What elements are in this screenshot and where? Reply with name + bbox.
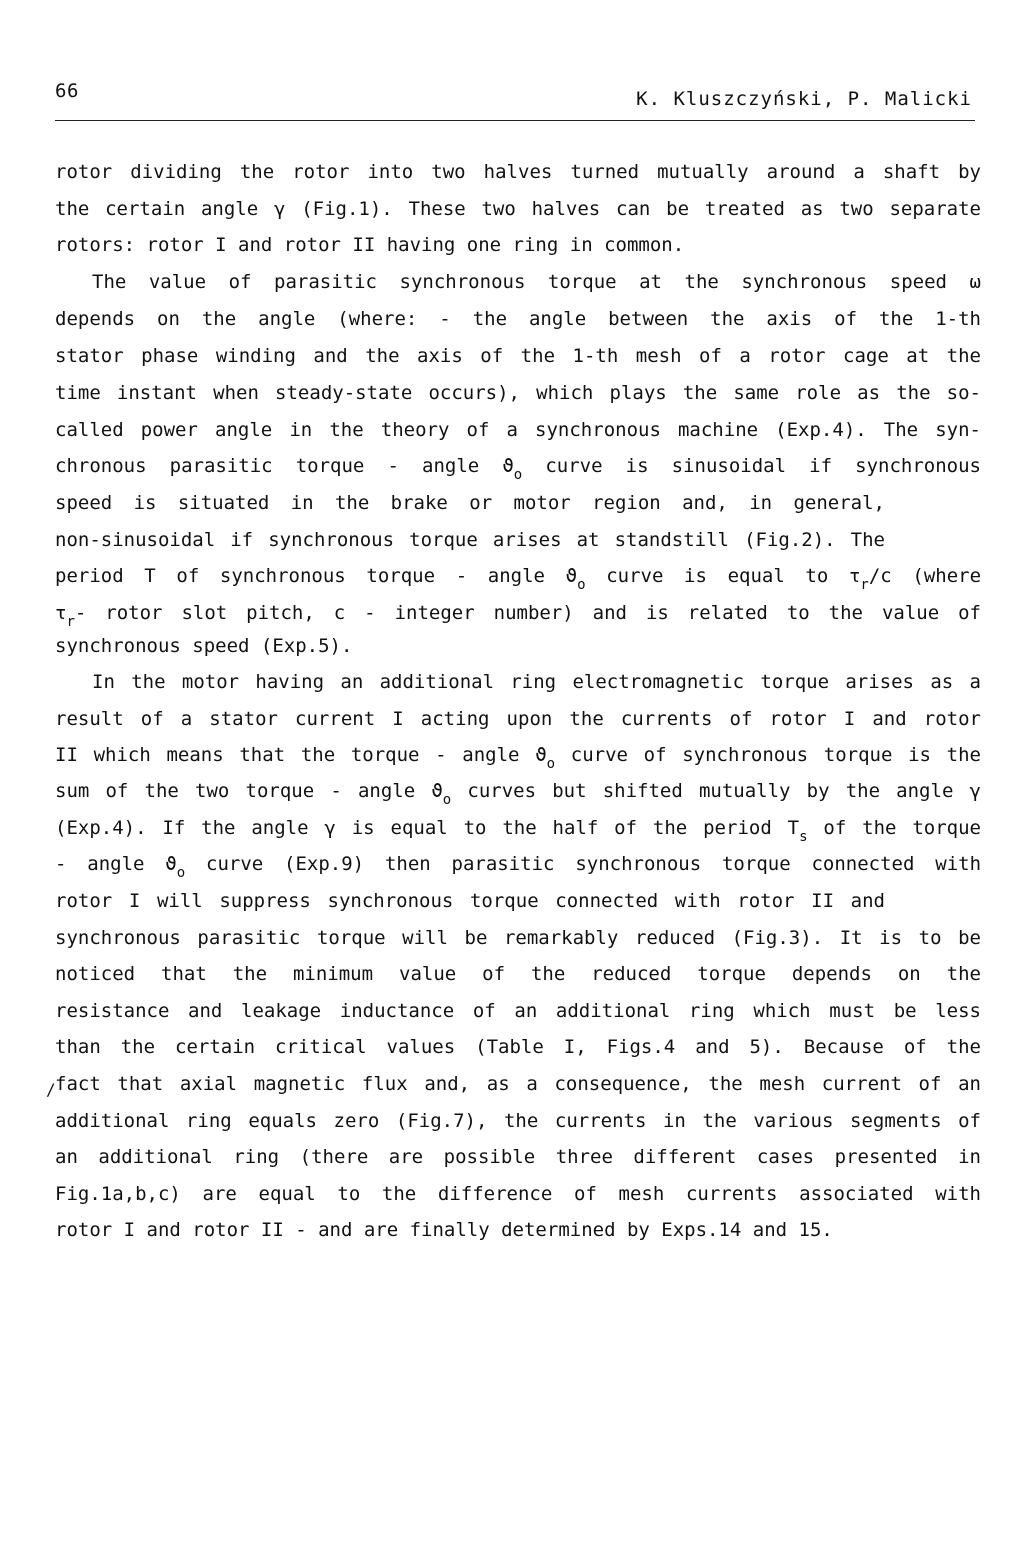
text-line: synchronous speed (Exp.5). [55,635,353,657]
header-rule [55,120,975,121]
text-line: synchronous parasitic torque will be remarkably reduced (Fig.3). It is to be [55,927,981,949]
text-line: - angle $ϑ_o$ curve (Exp.9) then parasitic synchronous torque connected with [55,853,982,881]
text-line: In the motor having an additional ring electromagnetic torque arises as a [92,671,981,693]
text-line: (Exp.4). If the angle γ is equal to the half of the period $T_s$ of the torque [55,817,981,845]
text-line: than the certain critical values (Table I, Figs.4 and 5). Because of the [55,1036,981,1058]
text-line: $\tau_r-$ rotor slot pitch, c - integer number) and is related to the value of [55,602,981,630]
text-line: speed is situated in the brake or motor region and, in general, [55,492,885,514]
text-line: time instant when steady-state occurs), which plays the same role as the so- [55,382,981,404]
running-head: K. Kluszczyński, P. Malicki [636,88,972,110]
text-line: period T of synchronous torque - angle $ϑ_o$ curve is equal to $\tau_r/c$ (where [55,565,982,593]
text-line: additional ring equals zero (Fig.7), the currents in the various segments of [55,1110,981,1132]
text-line: called power angle in the theory of a synchronous machine (Exp.4). The syn- [55,419,981,441]
text-line: depends on the angle (where: - the angle between the axis of the 1-th [55,308,981,330]
stray-mark: / [46,1080,56,1099]
text-line: II which means that the torque - angle $ϑ_o$ curve of synchronous torque is the [55,744,981,772]
text-line: stator phase winding and the axis of the 1-th mesh of a rotor cage at the [55,345,981,367]
text-line: an additional ring (there are possible three different cases presented in [55,1146,981,1168]
text-line: Fig.1a,b,c) are equal to the difference of mesh currents associated with [55,1183,981,1205]
text-line: fact that axial magnetic flux and, as a consequence, the mesh current of an [55,1073,981,1095]
text-line: resistance and leakage inductance of an additional ring which must be less [55,1000,981,1022]
text-line: result of a stator current I acting upon the currents of rotor I and rotor [55,708,981,730]
text-line: the certain angle γ (Fig.1). These two halves can be treated as two separate [55,198,981,220]
text-line: rotor dividing the rotor into two halves turned mutually around a shaft by [55,161,981,183]
text-line: chronous parasitic torque - angle $ϑ_o$ curve is sinusoidal if synchronous [55,455,981,483]
text-line: noticed that the minimum value of the reduced torque depends on the [55,963,981,985]
page-number: 66 [55,80,79,102]
text-line: rotors: rotor I and rotor II having one ring in common. [55,234,685,256]
text-line: rotor I and rotor II - and are finally determined by Exps.14 and 15. [55,1219,833,1241]
text-line: The value of parasitic synchronous torque at the synchronous speed ω [92,271,981,293]
text-line: non-sinusoidal if synchronous torque arises at standstill (Fig.2). The [55,529,885,551]
text-line: sum of the two torque - angle $ϑ_o$ curves but shifted mutually by the angle γ [55,780,981,808]
text-line: rotor I will suppress synchronous torque connected with rotor II and [55,890,885,912]
